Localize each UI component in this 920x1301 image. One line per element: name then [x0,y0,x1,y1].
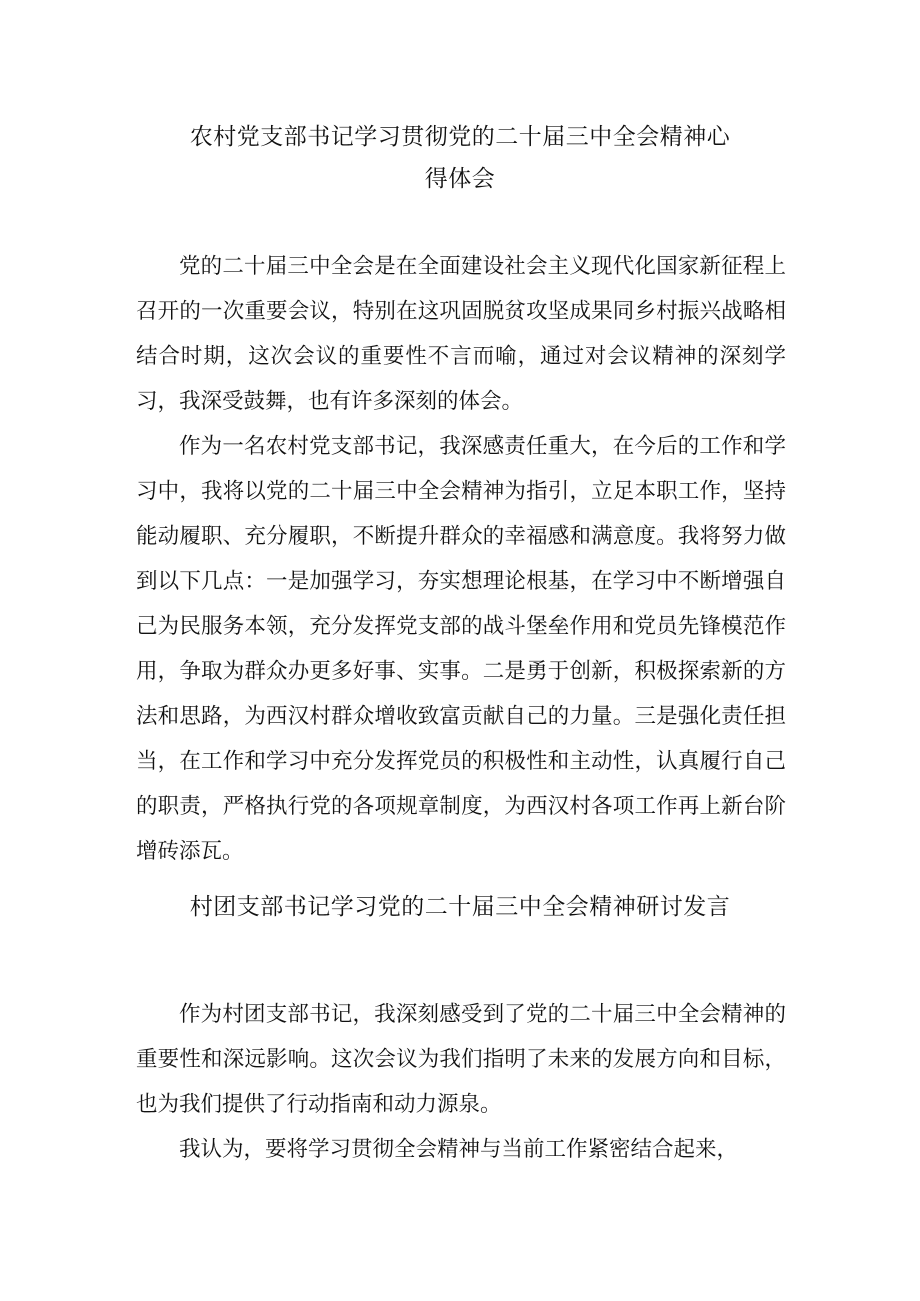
section2-paragraph-2: 我认为，要将学习贯彻全会精神与当前工作紧密结合起来， [179,1137,739,1162]
section2-title: 村团支部书记学习党的二十届三中全会精神研讨发言 [189,894,731,920]
section1-paragraph-1: 党的二十届三中全会是在全面建设社会主义现代化国家新征程上召开的一次重要会议，特别在这巩固脱贫攻坚成果同乡村振兴战略相结合时期，这次会议的重要性不言而喻，通过对会议精神的深刻学习，我深受鼓舞，也有许多深刻的体会。 [136,254,786,414]
section1-paragraph-2: 作为一名农村党支部书记，我深感责任重大，在今后的工作和学习中，我将以党的二十届三中全会精神为指引，立足本职工作，坚持能动履职、充分履职，不断提升群众的幸福感和满意度。我将努力做到以下几点：一是加强学习，夯实想理论根基，在学习中不断增强自己为民服务本领，充分发挥党支部的战斗堡垒作用和党员先锋模范作用，争取为群众办更多好事、实事。二是勇于创新，积极探索新的方法和思路，为西汉村群众增收致富贡献自己的力量。三是强化责任担当，在工作和学习中充分发挥党员的积极性和主动性，认真履行自己的职责，严格执行党的各项规章制度，为西汉村各项工作再上新台阶增砖添瓦。 [136,434,786,864]
section1-title [0,116,920,200]
section1-title-line1: 农村党支部书记学习贯彻党的二十届三中全会精神心 [189,124,731,150]
section1-title-line2: 得体会 [424,166,496,192]
section2-paragraph-1: 作为村团支部书记，我深刻感受到了党的二十届三中全会精神的重要性和深远影响。这次会议为我们指明了未来的发展方向和目标，也为我们提供了行动指南和动力源泉。 [136,1002,786,1117]
